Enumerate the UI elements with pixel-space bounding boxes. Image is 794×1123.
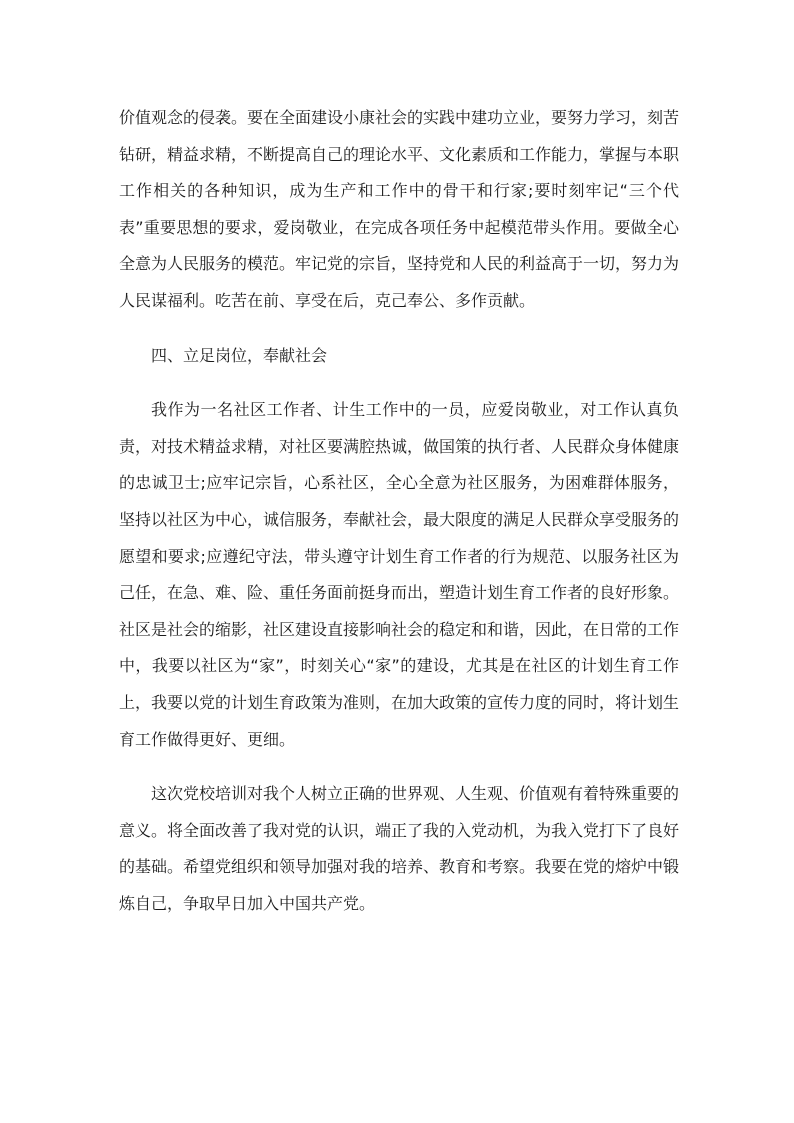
- paragraph-conclusion: 这次党校培训对我个人树立正确的世界观、人生观、价值观有着特殊重要的意义。将全面改善了我对党的认识，端正了我的入党动机，为我入党打下了良好的基础。希望党组织和领导加强对我的培养、教育和考察。我要在党的熔炉中锻炼自己，争取早日加入中国共产党。: [119, 784, 680, 913]
- section-heading-four: 四、立足岗位，奉献社会: [151, 345, 328, 365]
- paragraph-gap: [119, 374, 679, 392]
- document-body: [119, 100, 679, 922]
- paragraph-community-work: 我作为一名社区工作者、计生工作中的一员，应爱岗敬业，对工作认真负责，对技术精益求精，对社区要满腔热诚，做国策的执行者、人民群众身体健康的忠诚卫士;应牢记宗旨，心系社区，全心全意为社区服务，为困难群体服务，坚持以社区为中心，诚信服务，奉献社会，最大限度的满足人民群众享受服务的愿望和要求;应遵纪守法，带头遵守计划生育工作者的行为规范、以服务社区为己任，在急、难、险、重任务面前挺身而出，塑造计划生育工作者的良好形象。社区是社会的缩影，社区建设直接影响社会的稳定和和谐，因此，在日常的工作中，我要以社区为“家”，时刻关心“家”的建设，尤其是在社区的计划生育工作上，我要以党的计划生育政策为准则，在加大政策的宣传力度的同时，将计划生育工作做得更好、更细。: [119, 400, 680, 749]
- paragraph-continuation: 价值观念的侵袭。要在全面建设小康社会的实践中建功立业，要努力学习，刻苦钻研，精益求精，不断提高自己的理论水平、文化素质和工作能力，掌握与本职工作相关的各种知识，成为生产和工作中的骨干和行家;要时刻牢记“三个代表”重要思想的要求，爱岗敬业，在完成各项任务中起模范带头作用。要做全心全意为人民服务的模范。牢记党的宗旨，坚持党和人民的利益高于一切，努力为人民谋福利。吃苦在前、享受在后，克己奉公、多作贡献。: [119, 108, 680, 310]
- paragraph-gap: [119, 758, 679, 776]
- paragraph-gap: [119, 320, 679, 338]
